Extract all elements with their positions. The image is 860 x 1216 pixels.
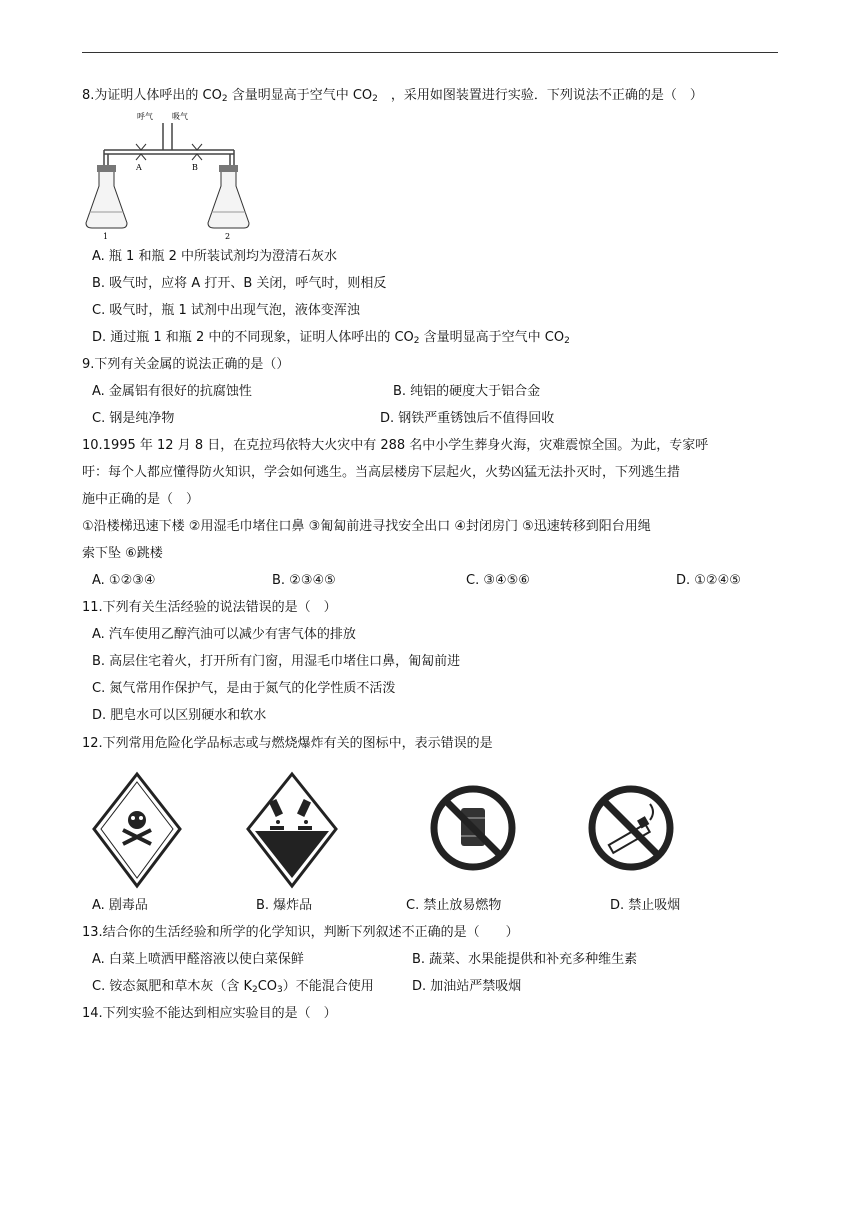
q13-stem: 13.结合你的生活经验和所学的化学知识，判断下列叙述不正确的是（ ） [82, 925, 519, 940]
q8-option-b: B. 吸气时，应将 A 打开、B 关闭，呼气时，则相反 [92, 276, 387, 291]
q14-stem: 14.下列实验不能达到相应实验目的是（ ） [82, 1006, 337, 1021]
header-rule [82, 52, 778, 53]
no-flammables-sign-icon [428, 778, 518, 878]
toxic-sign-icon [90, 770, 184, 892]
q10-stem-line3: 施中正确的是（ ） [82, 492, 200, 507]
q12-stem: 12.下列常用危险化学品标志或与燃烧爆炸有关的图标中，表示错误的是 [82, 736, 493, 751]
q9-option-c: C. 钢是纯净物 [92, 411, 175, 426]
q13-option-a: A. 白菜上喷洒甲醛溶液以使白菜保鲜 [92, 952, 304, 967]
no-smoking-sign-icon [586, 778, 676, 878]
q10-option-c: C. ③④⑤⑥ [466, 573, 530, 588]
q10-items-line1: ①沿楼梯迅速下楼 ②用湿毛巾堵住口鼻 ③匍匐前进寻找安全出口 ④封闭房门 ⑤迅速转移到阳台用绳 [82, 519, 651, 534]
q13-option-c: C. 铵态氮肥和草木灰（含 $K_2CO_3$）不能混合使用 [92, 979, 374, 995]
q8-option-d: D. 通过瓶 1 和瓶 2 中的不同现象，证明人体呼出的 $CO_2$ 含量明显高于空气中 $CO_2$ [92, 330, 570, 346]
q12-option-b: B. 爆炸品 [256, 898, 313, 913]
q13-option-d: D. 加油站严禁吸烟 [412, 979, 522, 994]
inhale-label: 吸气 [172, 112, 188, 121]
q10-option-b: B. ②③④⑤ [272, 573, 336, 588]
q12-option-d: D. 禁止吸烟 [610, 898, 681, 913]
q9-option-b: B. 纯铝的硬度大于铝合金 [393, 384, 541, 399]
co2-apparatus-figure [84, 108, 254, 244]
q10-items-line2: 索下坠 ⑥跳楼 [82, 546, 163, 561]
q10-option-d: D. ①②④⑤ [676, 573, 741, 588]
q11-option-c: C. 氮气常用作保护气，是由于氮气的化学性质不活泼 [92, 681, 396, 696]
q11-stem: 11.下列有关生活经验的说法错误的是（ ） [82, 600, 337, 615]
q8-option-a: A. 瓶 1 和瓶 2 中所装试剂均为澄清石灰水 [92, 249, 338, 264]
q9-stem: 9.下列有关金属的说法正确的是（） [82, 357, 290, 372]
q12-option-c: C. 禁止放易燃物 [406, 898, 502, 913]
valve-b-label: B [192, 163, 198, 172]
bottle-1-label: 1 [103, 232, 109, 241]
q12-option-a: A. 剧毒品 [92, 898, 148, 913]
q11-option-b: B. 高层住宅着火，打开所有门窗，用湿毛巾堵住口鼻，匍匐前进 [92, 654, 461, 669]
bottle-2-label: 2 [225, 232, 231, 241]
q13-option-b: B. 蔬菜、水果能提供和补充多种维生素 [412, 952, 638, 967]
q11-option-a: A. 汽车使用乙醇汽油可以减少有害气体的排放 [92, 627, 356, 642]
corrosive-sign-icon [244, 770, 340, 892]
q10-stem-line2: 吁：每个人都应懂得防火知识，学会如何逃生。当高层楼房下层起火，火势凶猛无法扑灭时，下列逃生措 [82, 465, 681, 480]
q9-option-d: D. 钢铁严重锈蚀后不值得回收 [380, 411, 555, 426]
q8-option-c: C. 吸气时，瓶 1 试剂中出现气泡，液体变浑浊 [92, 303, 360, 318]
q10-option-a: A. ①②③④ [92, 573, 156, 588]
q8-stem: 8.为证明人体呼出的 $CO_2$ 含量明显高于空气中 $CO_2$ ，采用如图装置进行实验．下列说法不正确的是（ ） [82, 88, 703, 104]
q9-option-a: A. 金属铝有很好的抗腐蚀性 [92, 384, 252, 399]
valve-a-label: A [136, 163, 142, 172]
q10-stem-line1: 10.1995 年 12 月 8 日，在克拉玛依特大火灾中有 288 名中小学生葬身火海，灾难震惊全国。为此，专家呼 [82, 438, 709, 453]
exhale-label: 呼气 [137, 112, 153, 121]
q11-option-d: D. 肥皂水可以区别硬水和软水 [92, 708, 267, 723]
